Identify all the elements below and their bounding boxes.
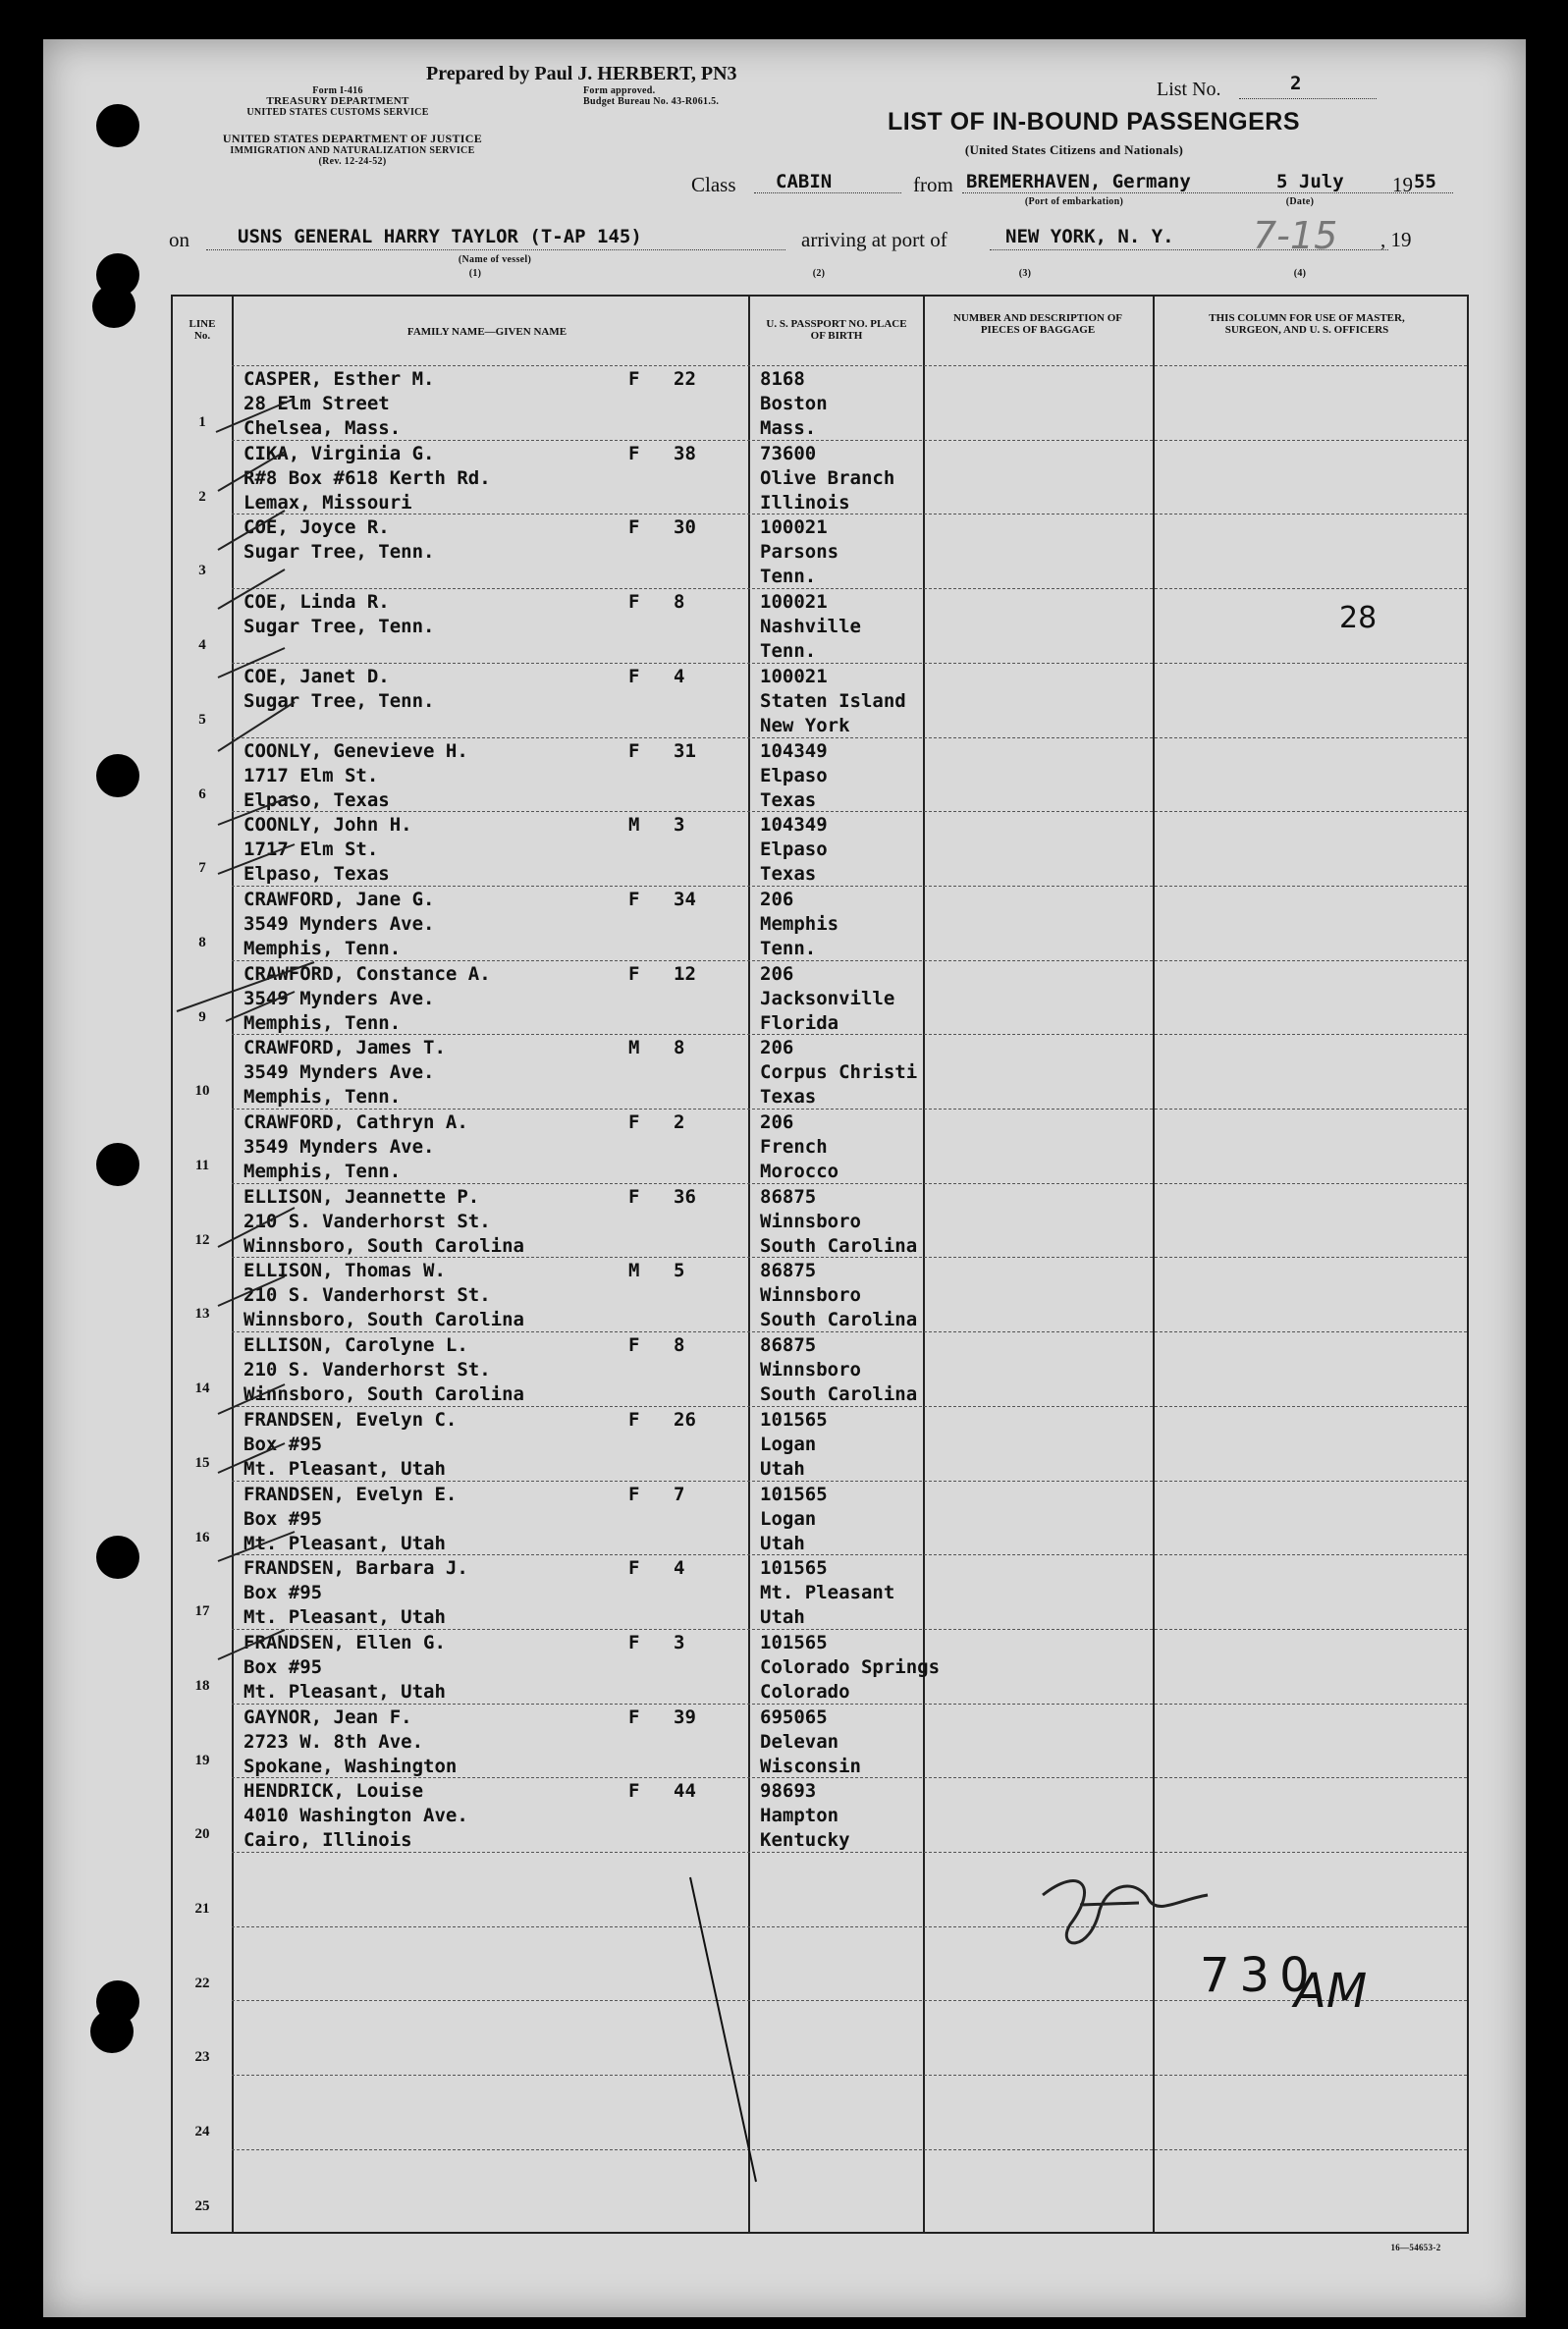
passenger-sex: F [628,591,640,614]
col-1-number: (1) [468,268,482,279]
passenger-sex: F [628,516,640,539]
line-number: 2 [198,488,206,505]
list-no-value: 2 [1290,73,1302,94]
passport-number: 73600 [760,442,817,464]
line-number: 20 [194,1826,210,1843]
passport-birthplace [760,1779,937,1853]
birth-place: Hampton [760,1805,839,1827]
line-number: 7 [198,860,206,877]
line-number: 9 [198,1008,206,1025]
line-number: 18 [194,1677,210,1694]
passport-number: 101565 [760,1631,828,1653]
from-port: BREMERHAVEN, Germany [966,171,1191,192]
passenger-addr2: Winnsboro, South Carolina [243,1383,524,1406]
birth-place: Kentucky [760,1829,850,1852]
passenger-addr2: Mt. Pleasant, Utah [243,1532,446,1554]
passport-number: 86875 [760,1185,817,1208]
class-value: CABIN [776,171,833,192]
list-no-label: List No. [1157,79,1221,100]
birth-place: Logan [760,1507,817,1530]
from-label: from [913,173,953,196]
passenger-addr2: Mt. Pleasant, Utah [243,1680,446,1703]
passenger-name: COE, Joyce R. [243,516,390,539]
row-divider [232,1257,1467,1258]
row-divider [232,1554,1467,1555]
birth-place: Winnsboro [760,1284,861,1307]
row-divider [232,1331,1467,1332]
passport-birthplace [760,665,937,738]
punch-hole [96,1143,139,1186]
row-divider [232,811,1467,812]
passenger-addr2: Memphis, Tenn. [243,1011,402,1034]
birth-place: Tenn. [760,566,817,588]
port-embark-caption: (Port of embarkation) [1024,196,1124,207]
passenger-addr2: Chelsea, Mass. [243,417,402,439]
passenger-addr1: 210 S. Vanderhorst St. [243,1359,491,1381]
passenger-age: 44 [674,1780,696,1803]
line-number: 5 [198,711,206,728]
passenger-sex: F [628,1185,640,1208]
passenger-age: 12 [674,962,696,985]
passenger-name: CRAWFORD, Jane G. [243,888,435,910]
passenger-name: HENDRICK, Louise [243,1780,424,1803]
passenger-sex: F [628,1334,640,1357]
passenger-name: CRAWFORD, James T. [243,1037,446,1059]
birth-place: Wisconsin [760,1755,861,1777]
passenger-sex: F [628,1408,640,1431]
passenger-name: COONLY, John H. [243,814,412,837]
passenger-addr1: 210 S. Vanderhorst St. [243,1284,491,1307]
passport-number: 8168 [760,368,805,390]
birth-place: Mt. Pleasant [760,1582,895,1604]
passenger-addr2: Lemax, Missouri [243,491,412,514]
passenger-sex: F [628,665,640,687]
passport-number: 206 [760,1037,794,1059]
passenger-addr2: Winnsboro, South Carolina [243,1309,524,1331]
passenger-name: ELLISON, Carolyne L. [243,1334,468,1357]
birth-place: South Carolina [760,1383,918,1406]
passenger-sex: F [628,1111,640,1133]
passport-birthplace [760,1483,937,1556]
arrival-year: , 19 [1380,228,1412,251]
col-officers-header: THIS COLUMN FOR USE OF MASTER, SURGEON, AND U. S. OFFICERS [1209,312,1405,336]
passenger-age: 3 [674,814,685,837]
passenger-sex: F [628,1780,640,1803]
arrival-port: NEW YORK, N. Y. [1005,226,1174,247]
passenger-name: GAYNOR, Jean F. [243,1706,412,1728]
passport-birthplace [760,1333,937,1407]
passenger-age: 38 [674,442,696,464]
passport-number: 100021 [760,665,828,687]
line-number: 4 [198,637,206,654]
birth-place: Winnsboro [760,1359,861,1381]
birth-place: Texas [760,863,817,886]
manifest-subtitle: (United States Citizens and Nationals) [964,142,1184,157]
birth-place: South Carolina [760,1234,918,1257]
passenger-table [171,295,1469,2234]
line-number: 17 [194,1603,210,1620]
class-label: Class [691,173,736,196]
vessel-caption: (Name of vessel) [458,254,532,265]
col-4-number: (4) [1293,268,1307,279]
birth-place: Tenn. [760,937,817,959]
row-divider [232,514,1467,515]
passenger-sex: F [628,962,640,985]
passenger-name: CIKA, Virginia G. [243,442,435,464]
passenger-name: FRANDSEN, Evelyn E. [243,1483,458,1505]
passenger-age: 34 [674,888,696,910]
passenger-age: 3 [674,1631,685,1653]
row-divider [232,1704,1467,1705]
passenger-name: COONLY, Genevieve H. [243,739,468,762]
passport-birthplace [760,739,937,813]
passenger-age: 8 [674,1334,685,1357]
passenger-sex: F [628,1483,640,1505]
row-divider [232,737,1467,738]
row-divider [232,1481,1467,1482]
birth-place: Nashville [760,616,861,638]
birth-place: Mass. [760,417,817,439]
row-divider [232,1629,1467,1630]
passenger-addr1: Box #95 [243,1507,323,1530]
dept-customs: UNITED STATES CUSTOMS SERVICE [246,107,429,118]
passenger-sex: F [628,1706,640,1728]
birth-place: Colorado Springs [760,1655,941,1678]
passport-birthplace [760,1556,937,1630]
passenger-sex: M [628,1260,640,1282]
passenger-addr1: 3549 Mynders Ave. [243,987,435,1009]
line-number: 19 [194,1752,210,1768]
line-number: 22 [194,1975,210,1991]
arrival-date-handwritten: 7-15 [1253,214,1338,257]
birth-place: Winnsboro [760,1210,861,1232]
passenger-sex: M [628,1037,640,1059]
passenger-name: CASPER, Esther M. [243,368,435,390]
year-prefix: 19 [1392,173,1413,196]
passport-number: 104349 [760,739,828,762]
passenger-addr2: Elpaso, Texas [243,863,390,886]
passenger-name: COE, Linda R. [243,591,390,614]
birth-place: Utah [760,1457,805,1480]
col-3-number: (3) [1018,268,1032,279]
line-number: 24 [194,2124,210,2140]
row-divider [232,1183,1467,1184]
date-caption: (Date) [1285,196,1315,207]
officer-note: 28 [1339,601,1378,635]
row-divider [232,1852,1467,1853]
passenger-addr1: 3549 Mynders Ave. [243,1061,435,1084]
passenger-age: 30 [674,516,696,539]
dept-immigration: IMMIGRATION AND NATURALIZATION SERVICE [230,145,475,156]
line-number: 21 [194,1901,210,1917]
line-number: 14 [194,1381,210,1397]
passport-birthplace [760,1185,937,1259]
passenger-sex: F [628,1631,640,1653]
passenger-age: 5 [674,1260,685,1282]
on-label: on [169,228,189,251]
passenger-addr1: Box #95 [243,1582,323,1604]
handwritten-time: 730 [1200,1948,1320,2003]
birth-place: Florida [760,1011,839,1034]
passenger-addr1: 28 Elm Street [243,393,390,414]
passenger-addr1: 1717 Elm St. [243,764,379,786]
birth-place: South Carolina [760,1309,918,1331]
handwritten-ampm: AM [1294,1964,1368,2019]
passport-birthplace [760,1706,937,1779]
manifest-title: LIST OF IN-BOUND PASSENGERS [888,108,1301,135]
year-value: 55 [1414,171,1436,192]
punch-hole [96,1536,139,1579]
line-number: 12 [194,1231,210,1248]
passenger-age: 4 [674,1557,685,1580]
passenger-addr2: Spokane, Washington [243,1755,458,1777]
passport-birthplace [760,1259,937,1332]
row-divider [232,2149,1467,2150]
passenger-addr1: Sugar Tree, Tenn. [243,616,435,638]
passenger-age: 36 [674,1185,696,1208]
punch-hole [90,2010,134,2053]
passenger-name: FRANDSEN, Barbara J. [243,1557,468,1580]
passenger-name: ELLISON, Thomas W. [243,1260,446,1282]
line-number: 10 [194,1083,210,1100]
passenger-addr1: Box #95 [243,1433,323,1455]
col-baggage-header: NUMBER AND DESCRIPTION OF PIECES OF BAGGAGE [952,312,1123,336]
dept-justice: UNITED STATES DEPARTMENT OF JUSTICE [222,132,483,145]
passport-number: 695065 [760,1706,828,1728]
passenger-name: ELLISON, Jeannette P. [243,1185,480,1208]
passenger-age: 8 [674,1037,685,1059]
row-divider [232,960,1467,961]
passenger-addr1: Sugar Tree, Tenn. [243,541,435,564]
line-number: 25 [194,2197,210,2214]
line-number: 16 [194,1529,210,1545]
passport-number: 101565 [760,1483,828,1505]
passport-number: 98693 [760,1780,817,1803]
punch-hole [92,285,135,328]
passport-number: 86875 [760,1334,817,1357]
punch-hole [96,754,139,797]
passenger-age: 2 [674,1111,685,1133]
passport-birthplace [760,590,937,664]
passenger-age: 26 [674,1408,696,1431]
passenger-sex: F [628,739,640,762]
passport-number: 206 [760,962,794,985]
passenger-age: 4 [674,665,685,687]
passport-number: 206 [760,888,794,910]
row-divider [232,365,1467,366]
passenger-sex: F [628,368,640,390]
passenger-addr2: Memphis, Tenn. [243,937,402,959]
col-name-header: FAMILY NAME—GIVEN NAME [406,326,568,338]
birth-place: Staten Island [760,689,906,712]
arriving-label: arriving at port of [801,228,947,251]
passenger-addr1: 3549 Mynders Ave. [243,1136,435,1158]
passport-birthplace [760,813,937,887]
line-number: 13 [194,1306,210,1323]
dept-treasury: TREASURY DEPARTMENT [266,95,409,107]
form-number: Form I-416 [312,85,363,96]
birth-place: Memphis [760,912,839,935]
line-number: 1 [198,414,206,430]
birth-place: Corpus Christi [760,1061,918,1084]
row-divider [232,1109,1467,1110]
passport-birthplace [760,1408,937,1482]
vessel-name: USNS GENERAL HARRY TAYLOR (T-AP 145) [238,226,642,247]
passenger-age: 7 [674,1483,685,1505]
passenger-name: COE, Janet D. [243,665,390,687]
passenger-sex: F [628,1557,640,1580]
passenger-addr1: 1717 Elm St. [243,839,379,861]
passenger-age: 8 [674,591,685,614]
passenger-addr1: 3549 Mynders Ave. [243,912,435,935]
col-2-number: (2) [812,268,826,279]
passport-birthplace [760,515,937,589]
passport-number: 101565 [760,1557,828,1580]
passenger-addr1: 2723 W. 8th Ave. [243,1730,424,1753]
passenger-sex: F [628,888,640,910]
passenger-addr1: 4010 Washington Ave. [243,1805,468,1827]
birth-place: French [760,1136,828,1158]
passenger-sex: M [628,814,640,837]
birth-place: Texas [760,1086,817,1109]
passenger-addr1: Box #95 [243,1655,323,1678]
passport-birthplace [760,367,937,441]
line-number: 11 [194,1158,210,1173]
passport-birthplace [760,962,937,1036]
passenger-name: CRAWFORD, Constance A. [243,962,491,985]
passport-number: 100021 [760,591,828,614]
passenger-addr1: R#8 Box #618 Kerth Rd. [243,466,491,489]
col-line-no-header: LINE No. [189,318,216,342]
passport-number: 101565 [760,1408,828,1431]
budget-bureau: Budget Bureau No. 43-R061.5. [583,96,720,107]
birth-place: Olive Branch [760,466,895,489]
passport-birthplace [760,1110,937,1184]
passenger-addr1: 210 S. Vanderhorst St. [243,1210,491,1232]
form-revision: (Rev. 12-24-52) [318,156,387,167]
line-number: 8 [198,934,206,950]
line-number: 23 [194,2049,210,2066]
birth-place: New York [760,714,850,736]
passenger-name: FRANDSEN, Ellen G. [243,1631,446,1653]
birth-place: Colorado [760,1680,850,1703]
passenger-addr2: Cairo, Illinois [243,1829,412,1852]
prepared-by: Prepared by Paul J. HERBERT, PN3 [426,63,737,84]
col-passport-header: U. S. PASSPORT NO. PLACE OF BIRTH [766,318,907,342]
passenger-name: FRANDSEN, Evelyn C. [243,1408,458,1431]
passenger-addr1: Sugar Tree, Tenn. [243,689,435,712]
sail-date: 5 July [1276,171,1344,192]
row-divider [232,2075,1467,2076]
birth-place: Illinois [760,491,850,514]
line-number: 3 [198,563,206,579]
passport-birthplace [760,442,937,515]
passport-number: 104349 [760,814,828,837]
footer-code: 16—54653-2 [1390,2243,1441,2252]
birth-place: Boston [760,393,828,414]
passport-birthplace [760,888,937,961]
birth-place: Utah [760,1606,805,1629]
birth-place: Delevan [760,1730,839,1753]
row-divider [232,588,1467,589]
passenger-addr2: Mt. Pleasant, Utah [243,1606,446,1629]
line-number: 6 [198,785,206,802]
passenger-age: 22 [674,368,696,390]
birth-place: Parsons [760,541,839,564]
birth-place: Logan [760,1433,817,1455]
passenger-addr2: Elpaso, Texas [243,788,390,811]
row-divider [232,886,1467,887]
row-divider [232,663,1467,664]
form-approved: Form approved. [583,85,656,96]
passport-number: 206 [760,1111,794,1133]
birth-place: Utah [760,1532,805,1554]
punch-hole [96,104,139,147]
passenger-addr2: Mt. Pleasant, Utah [243,1457,446,1480]
birth-place: Tenn. [760,640,817,663]
birth-place: Texas [760,788,817,811]
birth-place: Jacksonville [760,987,895,1009]
row-divider [232,1406,1467,1407]
row-divider [232,1777,1467,1778]
line-number: 15 [194,1454,210,1471]
birth-place: Elpaso [760,764,828,786]
passenger-sex: F [628,442,640,464]
row-divider [232,1034,1467,1035]
row-divider [232,440,1467,441]
passenger-addr2: Memphis, Tenn. [243,1161,402,1182]
birth-place: Elpaso [760,839,828,861]
row-divider [232,1926,1467,1927]
passenger-addr2: Memphis, Tenn. [243,1086,402,1109]
passenger-addr2: Winnsboro, South Carolina [243,1234,524,1257]
passenger-name: CRAWFORD, Cathryn A. [243,1111,468,1133]
passenger-age: 31 [674,739,696,762]
passport-number: 100021 [760,516,828,539]
passport-birthplace [760,1036,937,1110]
birth-place: Morocco [760,1161,839,1182]
passport-birthplace [760,1631,941,1705]
passport-number: 86875 [760,1260,817,1282]
passenger-age: 39 [674,1706,696,1728]
